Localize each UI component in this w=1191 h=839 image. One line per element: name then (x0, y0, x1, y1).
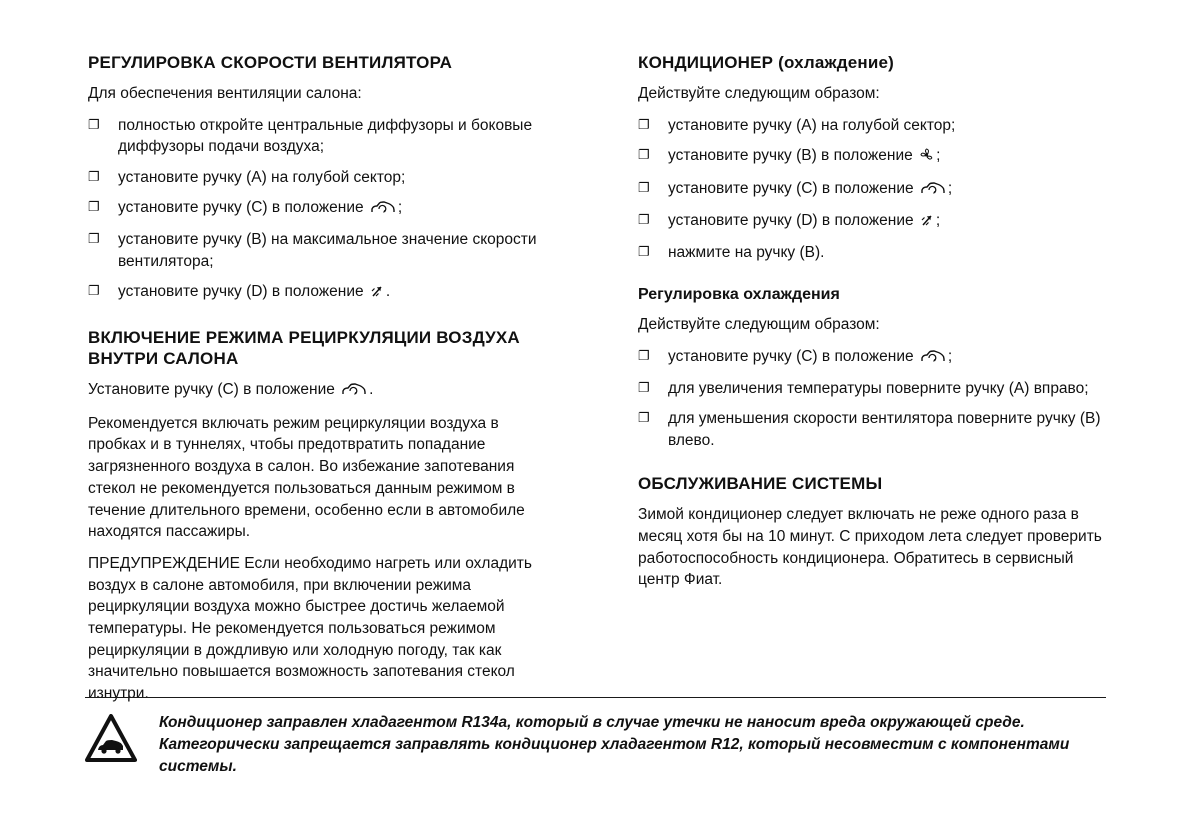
list-item (88, 115, 560, 158)
list-item-text: для уменьшения скорости вентилятора поверните ручку (B) влево. (668, 410, 1101, 449)
list-item (638, 210, 1110, 233)
recirculation-car-icon (370, 199, 396, 220)
list-item (638, 346, 1110, 369)
bullet-icon: ❐ (88, 283, 100, 299)
conditioner-list (638, 115, 1110, 264)
list-item-text: установите ручку (B) на максимальное значение скорости вентилятора; (118, 231, 537, 270)
section-title-conditioner: КОНДИЦИОНЕР (охлаждение) (638, 53, 895, 72)
bullet-icon: ❐ (638, 179, 650, 195)
bullet-icon: ❐ (638, 212, 650, 228)
bullet-icon: ❐ (88, 168, 100, 184)
cooling-list (638, 346, 1110, 452)
bullet-icon: ❐ (638, 379, 650, 395)
paragraph: Действуйте следующим образом: (638, 85, 880, 103)
section-title-recirculation: ВКЛЮЧЕНИЕ РЕЖИМА РЕЦИРКУЛЯЦИИ ВОЗДУХА ВНУТРИ САЛОНА (88, 327, 520, 368)
section-title-fan-speed: РЕГУЛИРОВКА СКОРОСТИ ВЕНТИЛЯТОРА (88, 53, 453, 72)
fan-speed-list (88, 115, 560, 305)
paragraph: Зимой кондиционер следует включать не реже одного раза в месяц хотя бы на 10 минут. С приходом лета следует проверить работоспособность кондиционера. Обратитесь в сервисный центр Фиат. (638, 506, 1102, 589)
recirculation-car-icon (920, 348, 946, 369)
list-item (88, 197, 560, 220)
paragraph: Установите ручку (C) в положение . (88, 379, 560, 403)
list-item-text: установите ручку (C) в положение ; (668, 346, 1110, 369)
list-item (638, 378, 1110, 399)
bullet-icon: ❐ (88, 231, 100, 247)
recirculation-car-icon (341, 381, 367, 403)
list-item-text: полностью откройте центральные диффузоры и боковые диффузоры подачи воздуха; (118, 116, 533, 156)
bullet-icon: ❐ (638, 244, 650, 260)
fan-icon (919, 147, 934, 168)
bullet-icon: ❐ (638, 347, 650, 363)
list-item-text: установите ручку (C) в положение ; (668, 178, 1110, 201)
list-item (638, 408, 1110, 451)
paragraph: ПРЕДУПРЕЖДЕНИЕ Если необходимо нагреть или охладить воздух в салоне автомобиля, при включении режима рециркуляции воздуха можно быстрее достичь желаемой температуры. Не рекомендуется пользоваться режимом рециркуляции в дождливую или холодную погоду, так как значительно повышается возможность запотевания стекол изнутри. (88, 554, 532, 702)
list-item (638, 242, 1110, 263)
list-item (88, 229, 560, 272)
bullet-icon: ❐ (638, 410, 650, 426)
bullet-icon: ❐ (638, 116, 650, 132)
paragraph: Действуйте следующим образом: (638, 315, 880, 333)
list-item (88, 281, 560, 304)
list-item-text: установите ручку (A) на голубой сектор; (668, 116, 956, 134)
air-direction-icon (370, 283, 384, 304)
section-title-cooling: Регулировка охлаждения (638, 285, 840, 303)
list-item-text: установите ручку (A) на голубой сектор; (118, 168, 406, 186)
section-title-service: ОБСЛУЖИВАНИЕ СИСТЕМЫ (638, 474, 883, 493)
content-columns (88, 52, 1110, 715)
list-item-text: установите ручку (D) в положение . (118, 281, 560, 304)
list-item-text: установите ручку (D) в положение ; (668, 210, 1110, 233)
bullet-icon: ❐ (88, 116, 100, 132)
list-item (88, 167, 560, 188)
recirculation-car-icon (920, 180, 946, 201)
list-item (638, 178, 1110, 201)
footer-divider (85, 697, 1106, 698)
paragraph: Для обеспечения вентиляции салона: (88, 85, 362, 103)
list-item (638, 115, 1110, 136)
footer-warning-text: Кондиционер заправлен хладагентом R134a, который в случае утечки не наносит вреда окружающей среде. Категорически запрещается заправлять кондиционер хладагентом R12, который несовместим с компонентами системы. (159, 714, 1070, 775)
air-direction-icon (920, 212, 934, 233)
list-item-text: нажмите на ручку (B). (668, 244, 825, 262)
bullet-icon: ❐ (638, 147, 650, 163)
paragraph: Рекомендуется включать режим рециркуляции воздуха в пробках и в туннелях, чтобы предотвратить попадание загрязненного воздуха в салон. Во избежание запотевания стекол не рекомендуется пользоваться данным режимом в течение длительного времени, особенно если в автомобиле находятся пассажиры. (88, 414, 525, 541)
warning-triangle-car-icon (85, 712, 137, 767)
right-column (638, 52, 1110, 715)
bullet-icon: ❐ (88, 199, 100, 215)
left-column (88, 52, 560, 715)
list-item (638, 145, 1110, 168)
list-item-text: для увеличения температуры поверните ручку (A) вправо; (668, 379, 1089, 397)
list-item-text: установите ручку (B) в положение ; (668, 145, 1110, 168)
list-item-text: установите ручку (C) в положение ; (118, 197, 560, 220)
footer-warning (85, 712, 1125, 778)
